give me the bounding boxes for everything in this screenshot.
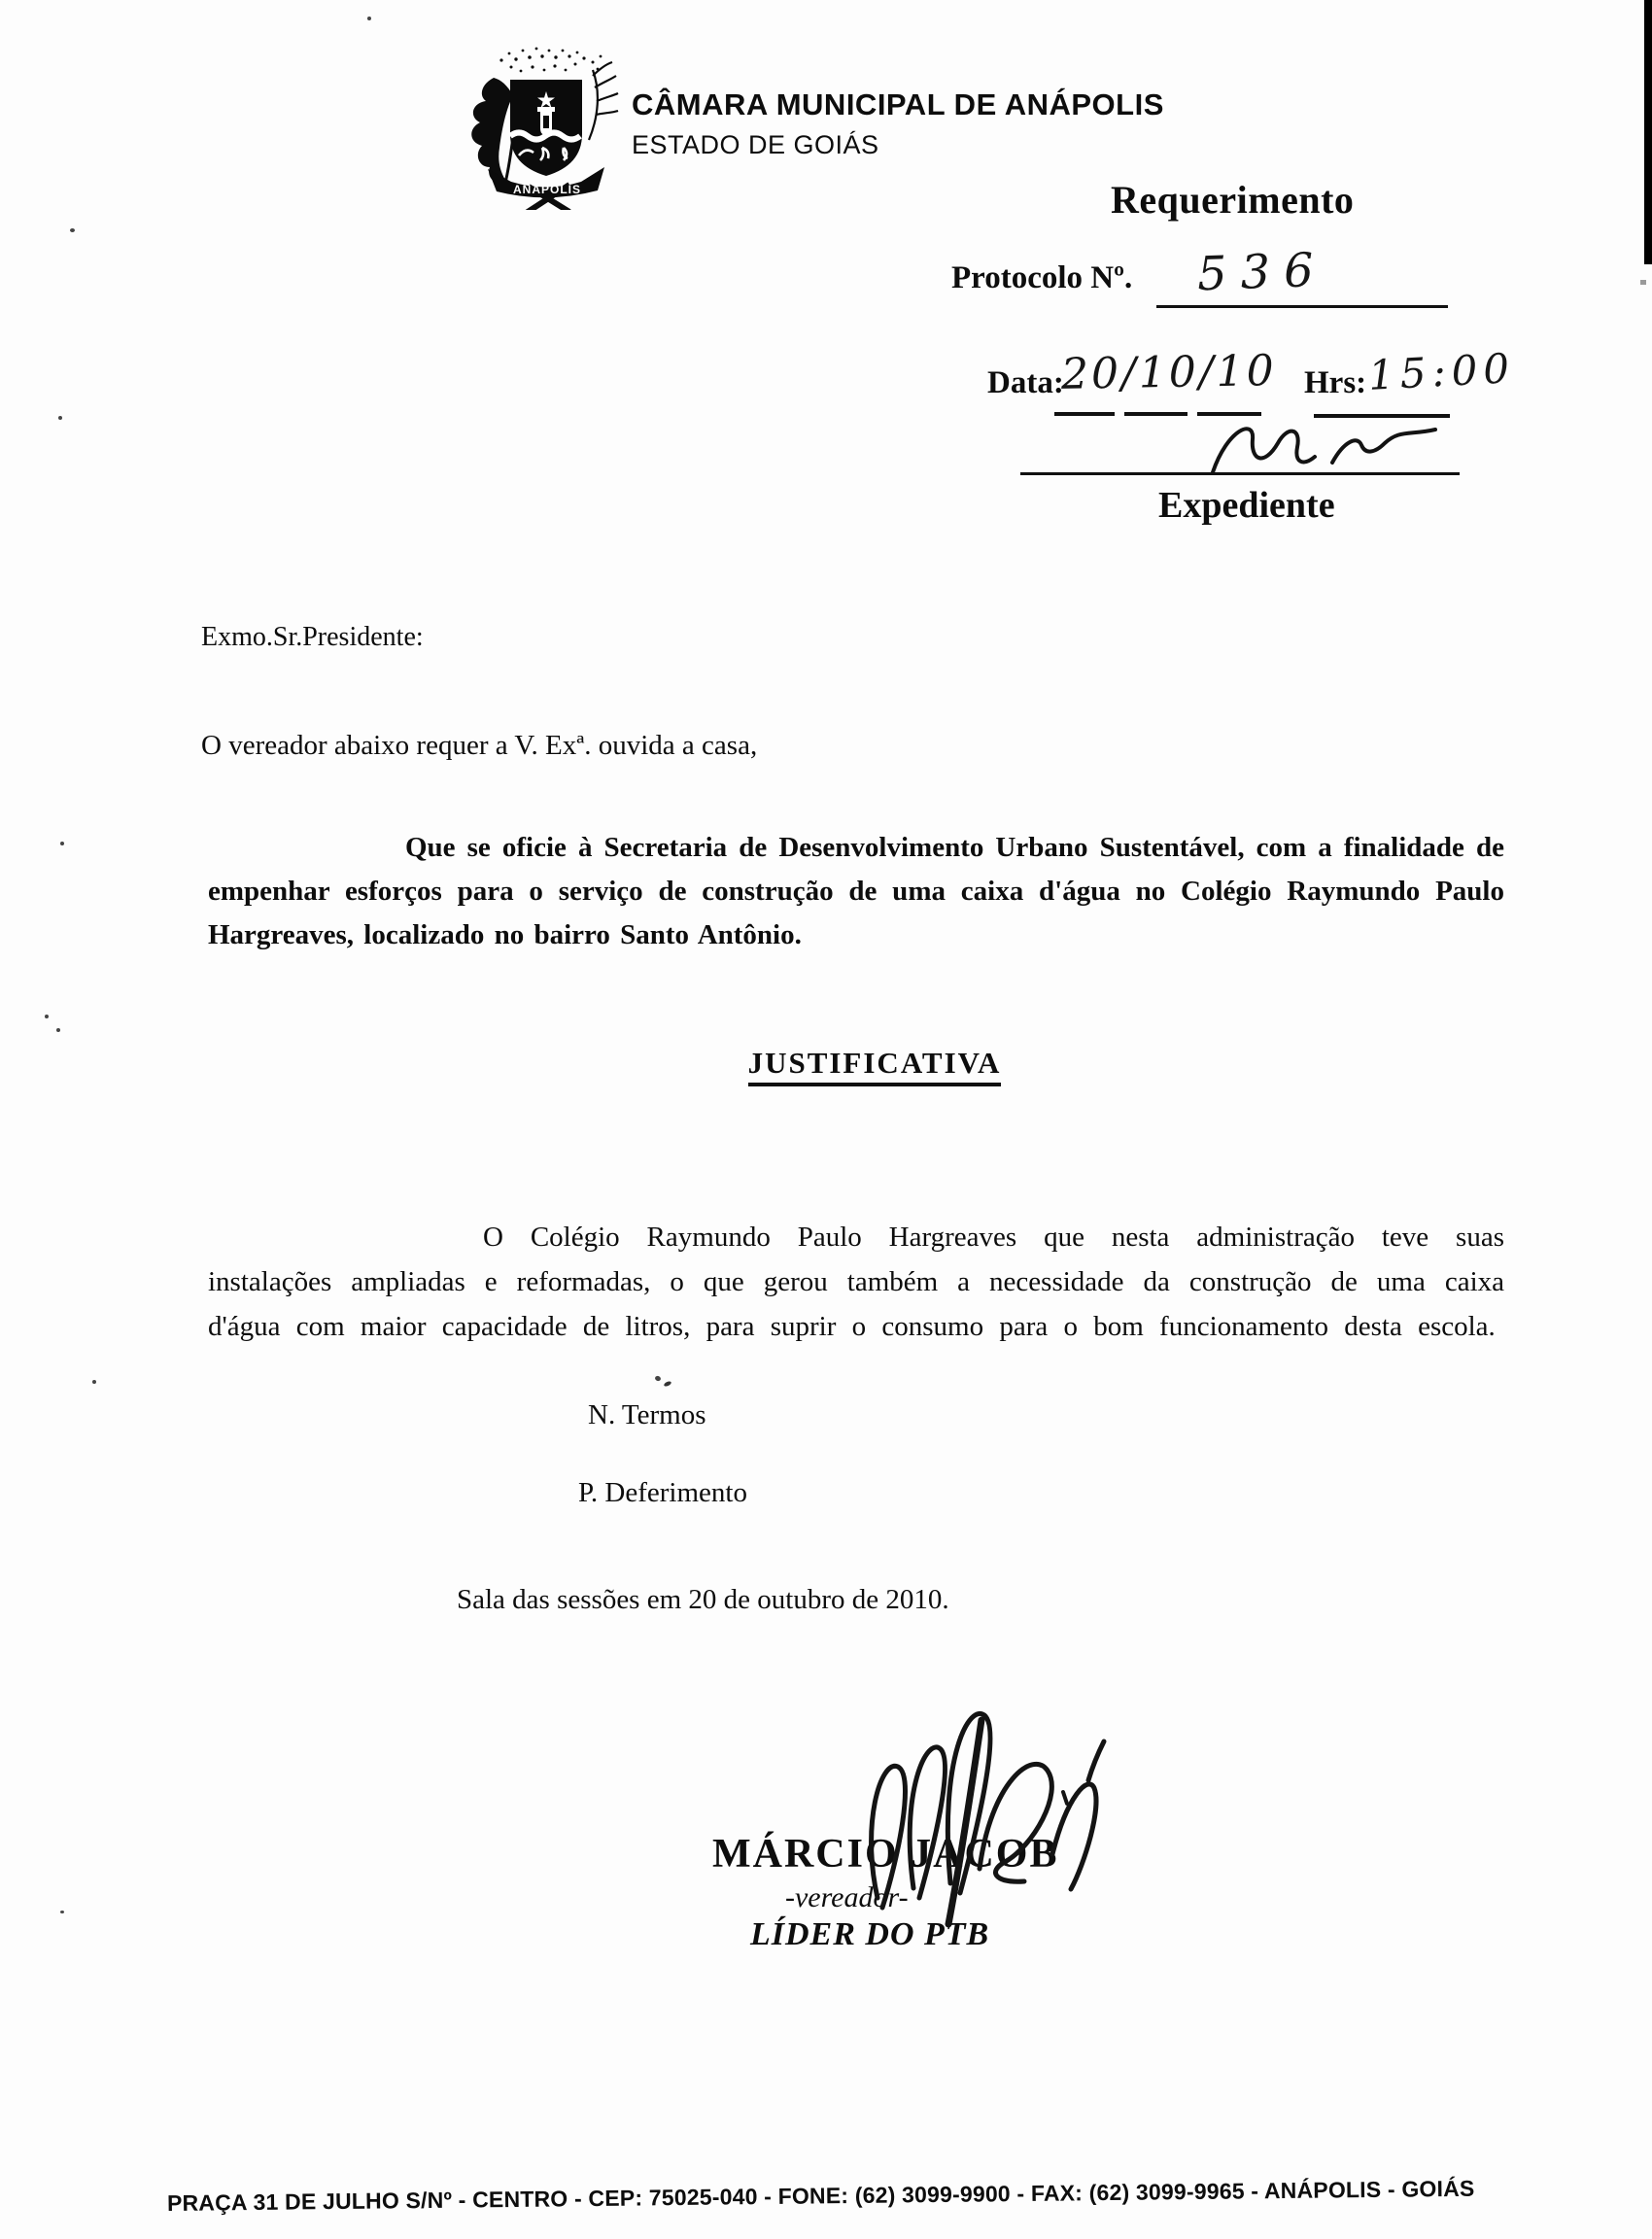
deferment-line: P. Deferimento xyxy=(578,1477,747,1508)
signer-party-role: LÍDER DO PTB xyxy=(750,1916,990,1952)
scan-speck xyxy=(60,842,64,845)
justification-heading: JUSTIFICATIVA xyxy=(748,1046,1002,1086)
scan-smudge xyxy=(664,1380,672,1387)
salutation: Exmo.Sr.Presidente: xyxy=(201,622,424,652)
hours-label: Hrs: xyxy=(1304,365,1367,400)
left-branch xyxy=(471,78,513,183)
document-type-title: Requerimento xyxy=(1111,178,1355,222)
scan-speck xyxy=(60,1911,64,1913)
justification-heading-row xyxy=(243,1046,1506,1086)
scan-speck xyxy=(70,228,75,232)
scan-speck xyxy=(92,1380,96,1384)
org-name: CÂMARA MUNICIPAL DE ANÁPOLIS xyxy=(632,87,1164,121)
date-month-blank-line xyxy=(1124,412,1187,416)
right-branch xyxy=(589,62,618,140)
anapolis-coat-of-arms xyxy=(455,45,622,210)
scan-speck xyxy=(58,416,62,420)
scan-edge-dash-artifact xyxy=(1640,280,1646,285)
org-state: ESTADO DE GOIÁS xyxy=(632,130,879,159)
place-date-line: Sala das sessões em 20 de outubro de 2010. xyxy=(457,1584,949,1615)
justification-paragraph: O Colégio Raymundo Paulo Hargreaves que nesta administração teve suas instalações ampliadas e reformadas, o que gerou também a necessidade da construção de uma caixa d'água com maior capacidade de litros, para suprir o consumo para o bom funcionamento desta escola. xyxy=(208,1222,1504,1342)
terms-line: N. Termos xyxy=(588,1399,706,1430)
request-paragraph: Que se oficie à Secretaria de Desenvolvimento Urbano Sustentável, com a finalidade de empenhar esforços para o serviço de construção de uma caixa d'água no Colégio Raymundo Paulo Hargreaves, localizado no bairro Santo Antônio. xyxy=(208,832,1504,950)
scan-speck xyxy=(367,17,371,20)
date-label: Data: xyxy=(987,365,1064,400)
expediente-signature-stroke xyxy=(1208,410,1441,483)
hours-handwritten: 15:00 xyxy=(1366,344,1517,399)
opening-line: O vereador abaixo requer a V. Exª. ouvida a casa, xyxy=(201,730,758,761)
protocol-number-handwritten: 536 xyxy=(1196,242,1328,302)
sparkles-decoration xyxy=(499,48,602,73)
scan-speck xyxy=(56,1028,60,1032)
scan-edge-artifact xyxy=(1644,0,1652,264)
scan-smudge xyxy=(654,1375,661,1382)
signer-name: MÁRCIO JACOB xyxy=(712,1832,1059,1877)
date-day-blank-line xyxy=(1054,412,1115,416)
vessel-detail xyxy=(543,116,549,128)
scan-speck xyxy=(45,1015,49,1018)
ribbon-label: ANÁPOLIS xyxy=(512,183,582,196)
signer-role: -vereador- xyxy=(785,1881,909,1913)
expediente-label: Expediente xyxy=(1158,485,1335,526)
protocol-label: Protocolo Nº. xyxy=(951,260,1133,295)
footer-address: PRAÇA 31 DE JULHO S/Nº - CENTRO - CEP: 75025-040 - FONE: (62) 3099-9900 - FAX: (62) 3099-9965 - ANÁPOLIS - GOIÁS xyxy=(166,2175,1475,2216)
handwritten-signature-flourish xyxy=(834,1699,1108,1938)
date-handwritten: 20/10/10 xyxy=(1060,346,1278,399)
